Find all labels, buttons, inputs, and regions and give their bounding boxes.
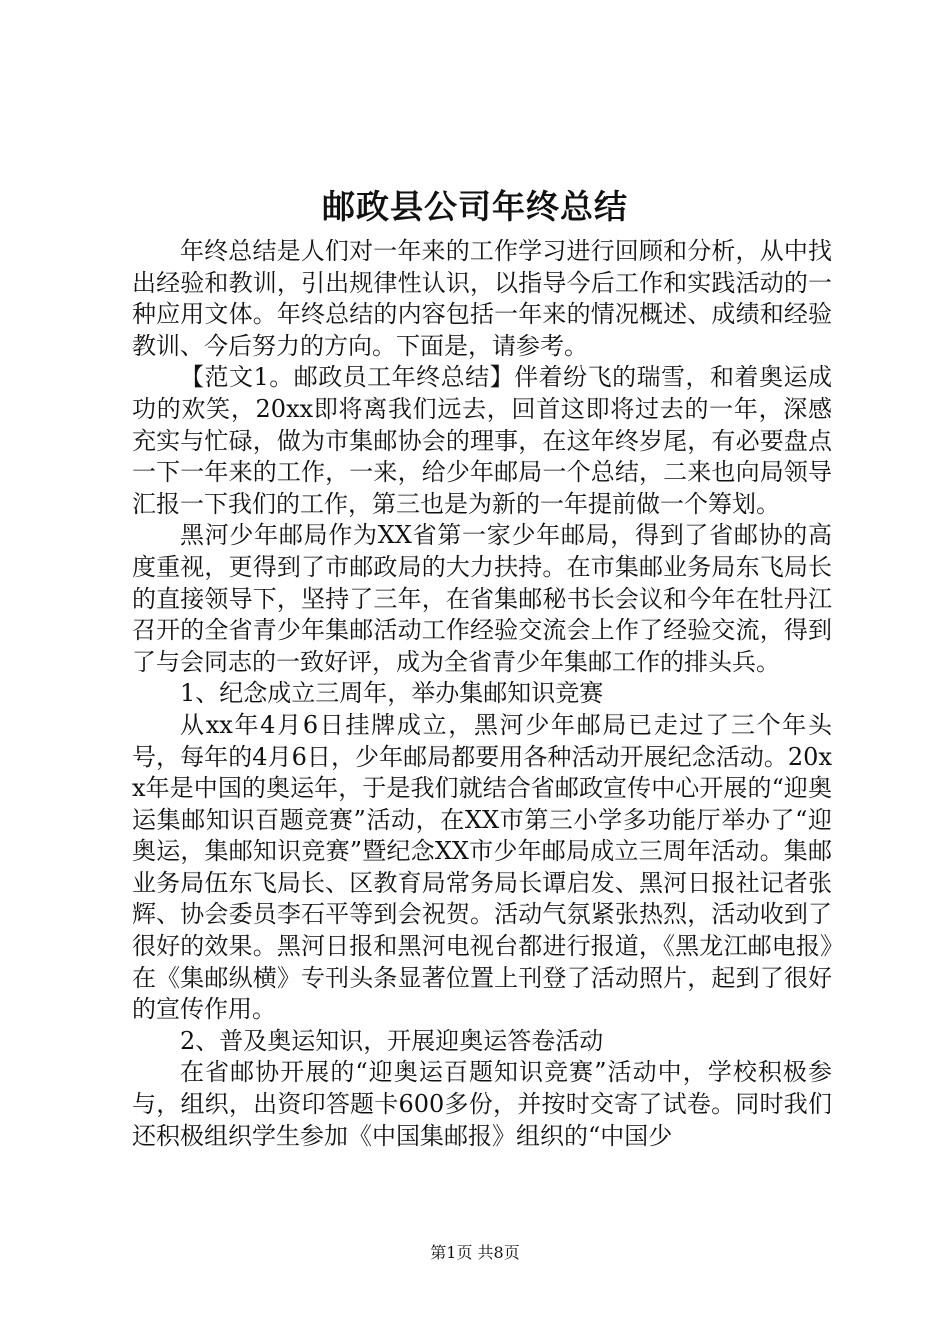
section-heading-1: 1、纪念成立三周年，举办集邮知识竞赛 [180,679,604,708]
document-body [132,236,832,1152]
paragraph-intro: 年终总结是人们对一年来的工作学习进行回顾和分析，从中找出经验和教训，引出规律性认识，以指导今后工作和实践活动的一种应用文体。年终总结的内容包括一年来的情况概述、成绩和经验教训、今后努力的方向。下面是，请参考。 [132,237,832,360]
paragraph-sample-1: 【范文1。邮政员工年终总结】伴着纷飞的瑞雪，和着奥运成功的欢笑，20xx即将离我们远去，回首这即将过去的一年，深感充实与忙碌，做为市集邮协会的理事，在这年终岁尾，有必要盘点一下一年来的工作，一来，给少年邮局一个总结，二来也向局领导汇报一下我们的工作，第三也是为新的一年提前做一个筹划。 [132,363,832,518]
document-title: 邮政县公司年终总结 [322,187,628,226]
paragraph-olympic-quiz: 在省邮协开展的“迎奥运百题知识竞赛”活动中，学校积极参与，组织，出资印答题卡600多份，并按时交寄了试卷。同时我们还积极组织学生参加《中国集邮报》组织的“中国少 [132,1058,832,1150]
page-number-footer: 第1页 共8页 [430,1243,520,1262]
paragraph-heihe-post: 黑河少年邮局作为XX省第一家少年邮局，得到了省邮协的高度重视，更得到了市邮政局的大力扶持。在市集邮业务局东飞局长的直接领导下，坚持了三年，在省集邮秘书长会议和今年在牡丹江召开的全省青少年集邮活动工作经验交流会上作了经验交流，得到了与会同志的一致好评，成为全省青少年集邮工作的排头兵。 [132,521,832,676]
section-heading-2: 2、普及奥运知识，开展迎奥运答卷活动 [180,1026,604,1055]
paragraph-anniversary: 从xx年4月6日挂牌成立，黑河少年邮局已走过了三个年头号，每年的4月6日，少年邮局都要用各种活动开展纪念活动。20xx年是中国的奥运年，于是我们就结合省邮政宣传中心开展的“迎奥运集邮知识百题竞赛”活动，在XX市第三小学多功能厅举办了“迎奥运，集邮知识竞赛”暨纪念XX市少年邮局成立三周年活动。集邮业务局伍东飞局长、区教育局常务局长谭启发、黑河日报社记者张辉、协会委员李石平等到会祝贺。活动气氛紧张热烈，活动收到了很好的效果。黑河日报和黑河电视台都进行报道，《黑龙江邮电报》在《集邮纵横》专刊头条显著位置上刊登了活动照片，起到了很好的宣传作用。 [132,710,832,1024]
